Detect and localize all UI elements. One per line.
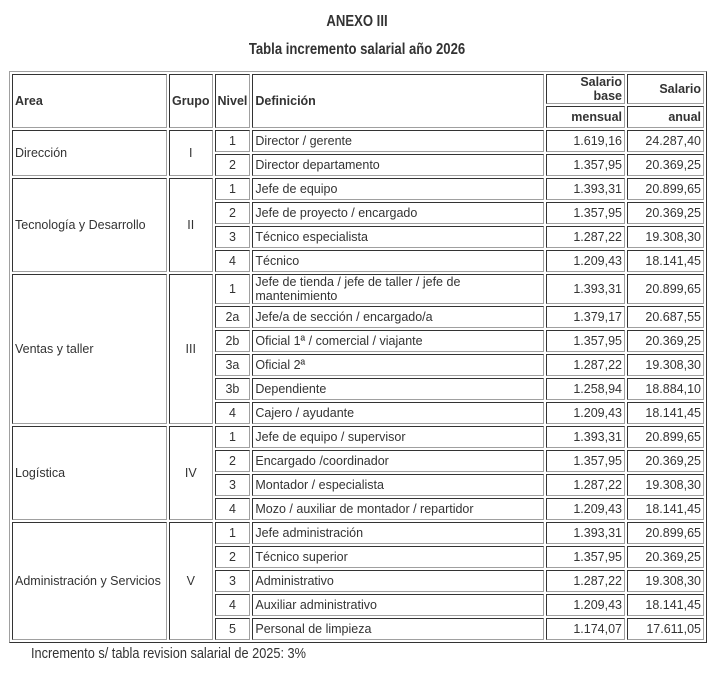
header-anual: anual [627,106,704,128]
cell-definicion: Mozo / auxiliar de montador / repartidor [252,498,544,520]
cell-nivel: 2 [215,202,251,224]
cell-salario-anual: 17.611,05 [627,618,704,640]
cell-salario-anual: 20.369,25 [627,450,704,472]
cell-nivel: 3b [215,378,251,400]
cell-area: Logística [12,426,167,520]
cell-nivel: 4 [215,402,251,424]
cell-salario-mensual: 1.393,31 [546,522,625,544]
cell-definicion: Jefe de equipo [252,178,544,200]
cell-salario-anual: 18.884,10 [627,378,704,400]
header-row-1 [12,74,704,104]
cell-nivel: 3 [215,226,251,248]
cell-nivel: 3 [215,570,251,592]
cell-salario-mensual: 1.357,95 [546,450,625,472]
cell-definicion: Jefe de proyecto / encargado [252,202,544,224]
cell-salario-mensual: 1.379,17 [546,306,625,328]
cell-area: Dirección [12,130,167,176]
cell-definicion: Personal de limpieza [252,618,544,640]
cell-definicion: Director / gerente [252,130,544,152]
cell-area: Ventas y taller [12,274,167,424]
cell-definicion: Oficial 2ª [252,354,544,376]
header-nivel: Nivel [215,74,251,128]
cell-definicion: Técnico superior [252,546,544,568]
cell-nivel: 3a [215,354,251,376]
cell-definicion: Auxiliar administrativo [252,594,544,616]
cell-salario-mensual: 1.287,22 [546,474,625,496]
cell-area: Administración y Servicios [12,522,167,640]
cell-salario-anual: 18.141,45 [627,594,704,616]
cell-salario-mensual: 1.287,22 [546,354,625,376]
table-body [12,130,704,640]
cell-salario-mensual: 1.287,22 [546,226,625,248]
cell-nivel: 3 [215,474,251,496]
cell-salario-mensual: 1.357,95 [546,546,625,568]
cell-salario-anual: 20.899,65 [627,522,704,544]
cell-nivel: 5 [215,618,251,640]
table-header [12,74,704,128]
cell-definicion: Técnico especialista [252,226,544,248]
header-area: Area [12,74,167,128]
header-salario: Salario [627,74,704,104]
footnote: Incremento s/ tabla revision salarial de 2025: 3% [31,645,306,662]
cell-grupo: IV [169,426,213,520]
cell-salario-mensual: 1.393,31 [546,274,625,304]
cell-salario-anual: 18.141,45 [627,402,704,424]
cell-salario-mensual: 1.393,31 [546,426,625,448]
cell-definicion: Encargado /coordinador [252,450,544,472]
cell-nivel: 1 [215,274,251,304]
cell-salario-anual: 20.899,65 [627,178,704,200]
cell-salario-anual: 19.308,30 [627,354,704,376]
cell-definicion: Jefe de tienda / jefe de taller / jefe de mantenimiento [252,274,544,304]
cell-salario-anual: 20.687,55 [627,306,704,328]
cell-definicion: Dependiente [252,378,544,400]
cell-nivel: 4 [215,594,251,616]
cell-definicion: Montador / especialista [252,474,544,496]
salary-table [9,71,707,643]
cell-salario-mensual: 1.619,16 [546,130,625,152]
cell-nivel: 4 [215,498,251,520]
document-subtitle: Tabla incremento salarial año 2026 [248,41,466,58]
cell-salario-anual: 20.369,25 [627,330,704,352]
cell-salario-anual: 19.308,30 [627,226,704,248]
cell-salario-mensual: 1.393,31 [546,178,625,200]
cell-definicion: Administrativo [252,570,544,592]
cell-salario-anual: 20.899,65 [627,426,704,448]
header-grupo: Grupo [169,74,213,128]
document-title: ANEXO III [326,13,388,30]
table-row [12,426,704,448]
cell-nivel: 1 [215,130,251,152]
table-row [12,130,704,152]
cell-grupo: II [169,178,213,272]
cell-salario-anual: 19.308,30 [627,570,704,592]
cell-nivel: 2 [215,450,251,472]
cell-salario-anual: 19.308,30 [627,474,704,496]
cell-nivel: 2a [215,306,251,328]
cell-definicion: Cajero / ayudante [252,402,544,424]
table-row [12,274,704,304]
cell-definicion: Jefe de equipo / supervisor [252,426,544,448]
cell-nivel: 4 [215,250,251,272]
cell-salario-anual: 20.369,25 [627,154,704,176]
table-row [12,178,704,200]
cell-nivel: 1 [215,178,251,200]
cell-salario-mensual: 1.209,43 [546,594,625,616]
cell-nivel: 2 [215,546,251,568]
cell-salario-mensual: 1.287,22 [546,570,625,592]
cell-grupo: I [169,130,213,176]
cell-grupo: III [169,274,213,424]
cell-salario-mensual: 1.357,95 [546,154,625,176]
cell-salario-mensual: 1.209,43 [546,498,625,520]
cell-salario-anual: 24.287,40 [627,130,704,152]
cell-definicion: Jefe administración [252,522,544,544]
cell-definicion: Oficial 1ª / comercial / viajante [252,330,544,352]
cell-salario-anual: 18.141,45 [627,250,704,272]
cell-salario-mensual: 1.258,94 [546,378,625,400]
table-row [12,522,704,544]
header-definicion: Definición [252,74,544,128]
cell-nivel: 1 [215,426,251,448]
cell-salario-mensual: 1.174,07 [546,618,625,640]
cell-salario-anual: 20.369,25 [627,546,704,568]
cell-salario-mensual: 1.357,95 [546,202,625,224]
cell-nivel: 1 [215,522,251,544]
cell-salario-mensual: 1.209,43 [546,402,625,424]
cell-definicion: Técnico [252,250,544,272]
cell-salario-anual: 20.369,25 [627,202,704,224]
cell-nivel: 2 [215,154,251,176]
cell-definicion: Director departamento [252,154,544,176]
cell-salario-anual: 18.141,45 [627,498,704,520]
cell-nivel: 2b [215,330,251,352]
cell-salario-anual: 20.899,65 [627,274,704,304]
cell-definicion: Jefe/a de sección / encargado/a [252,306,544,328]
cell-area: Tecnología y Desarrollo [12,178,167,272]
cell-salario-mensual: 1.357,95 [546,330,625,352]
header-salario-base: Salario base [546,74,625,104]
header-mensual: mensual [546,106,625,128]
cell-salario-mensual: 1.209,43 [546,250,625,272]
cell-grupo: V [169,522,213,640]
